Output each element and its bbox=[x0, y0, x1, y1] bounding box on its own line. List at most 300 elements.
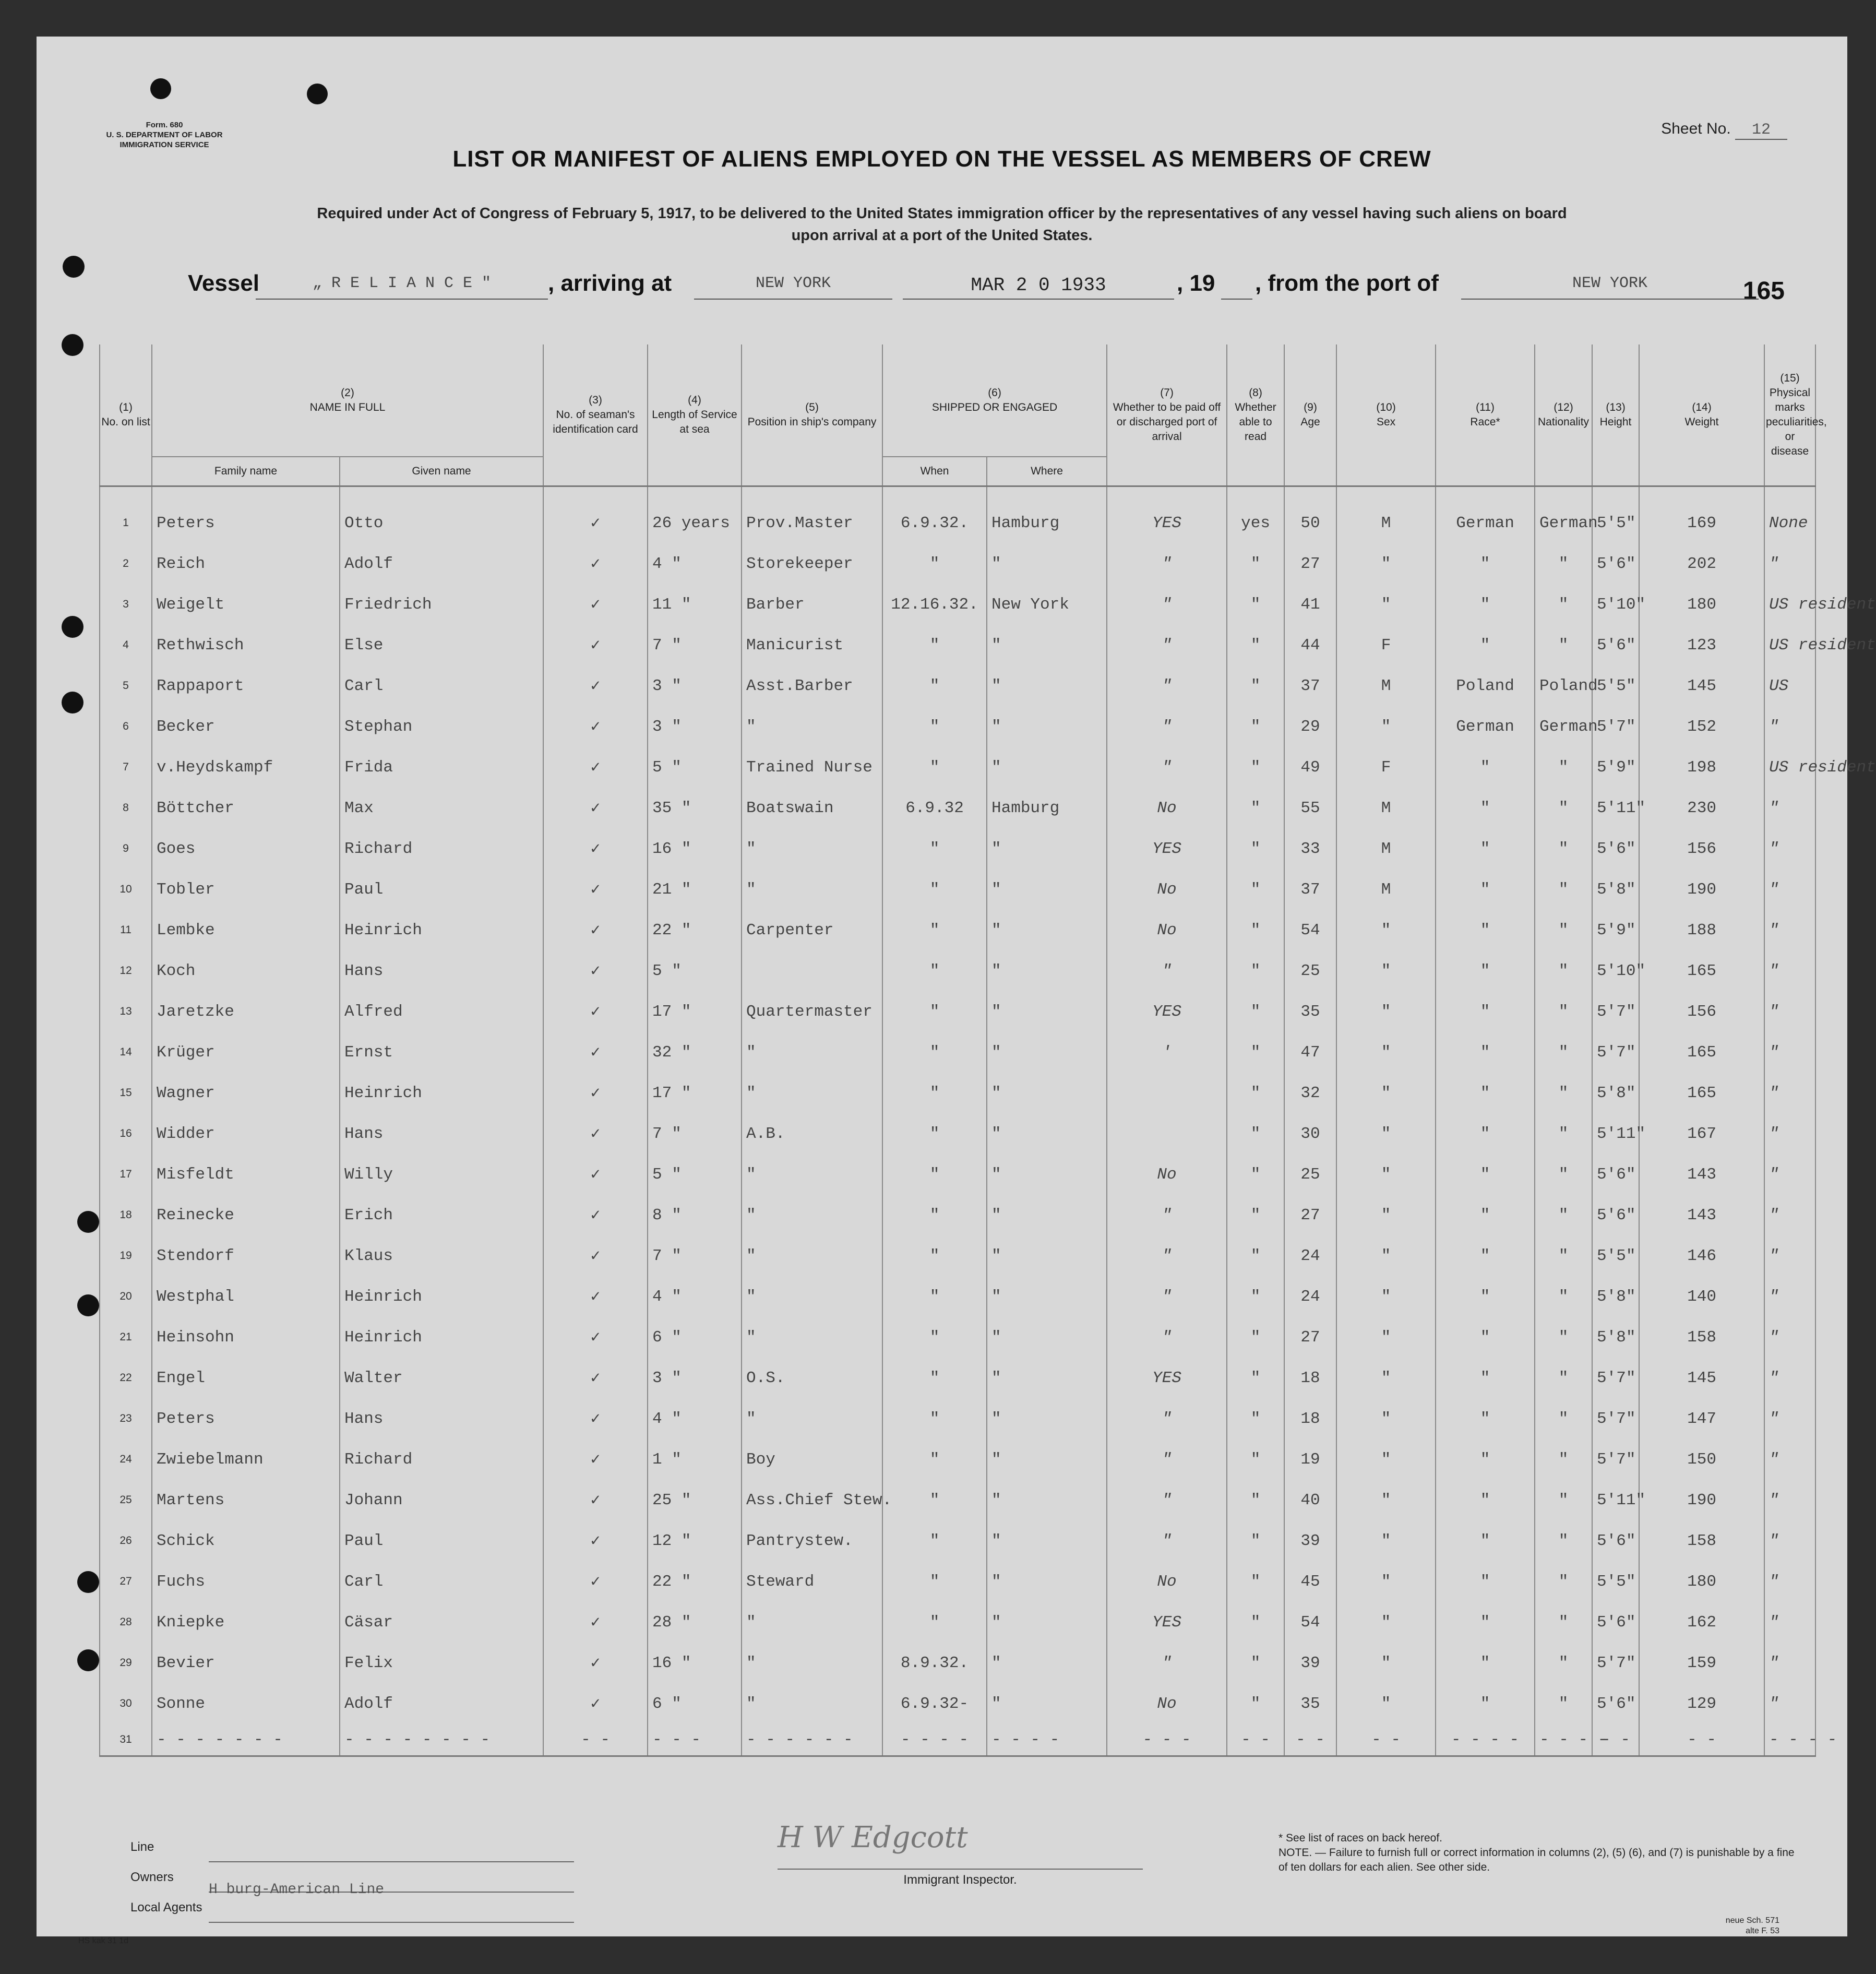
id-card-check-cell: ✓ bbox=[543, 1154, 648, 1195]
physical-marks-cell: " bbox=[1764, 1602, 1815, 1643]
given-name-cell: Friedrich bbox=[340, 584, 543, 625]
age-cell: 27 bbox=[1284, 1195, 1336, 1235]
position-cell: Boy bbox=[742, 1439, 882, 1480]
nationality-cell: " bbox=[1535, 1480, 1592, 1520]
physical-marks-cell: US bbox=[1764, 665, 1815, 706]
sex-cell: " bbox=[1336, 706, 1436, 747]
sex-cell: " bbox=[1336, 910, 1436, 950]
position-cell: - - - - - - bbox=[742, 1724, 882, 1756]
physical-marks-cell: " bbox=[1764, 1398, 1815, 1439]
paid-off-cell: YES bbox=[1107, 1602, 1227, 1643]
footer-line-field: Line bbox=[130, 1832, 574, 1862]
family-name-cell: Rappaport bbox=[152, 665, 340, 706]
age-cell: - - bbox=[1284, 1724, 1336, 1756]
given-name-cell: Adolf bbox=[340, 543, 543, 584]
id-card-check-cell: ✓ bbox=[543, 828, 648, 869]
race-cell: " bbox=[1436, 991, 1535, 1032]
paid-off-cell: YES bbox=[1107, 486, 1227, 544]
position-cell: Barber bbox=[742, 584, 882, 625]
form-number: Form. 680 bbox=[146, 121, 183, 129]
service-length-cell: 17 " bbox=[648, 1073, 742, 1113]
table-row bbox=[100, 1602, 1815, 1643]
paid-off-cell: No bbox=[1107, 910, 1227, 950]
paid-off-cell: No bbox=[1107, 869, 1227, 910]
table-row bbox=[100, 1724, 1815, 1756]
position-cell: Ass.Chief Stew. bbox=[742, 1480, 882, 1520]
paid-off-cell: YES bbox=[1107, 828, 1227, 869]
physical-marks-cell: " bbox=[1764, 1195, 1815, 1235]
service-length-cell: 6 " bbox=[648, 1317, 742, 1358]
weight-cell: 167 bbox=[1639, 1113, 1764, 1154]
shipped-when-cell: " bbox=[882, 1561, 987, 1602]
race-cell: " bbox=[1436, 625, 1535, 665]
sex-cell: " bbox=[1336, 1032, 1436, 1073]
paid-off-cell: No bbox=[1107, 1154, 1227, 1195]
race-cell: " bbox=[1436, 828, 1535, 869]
weight-cell: 143 bbox=[1639, 1195, 1764, 1235]
vessel-label: Vessel bbox=[188, 270, 260, 296]
height-cell: 5'11" bbox=[1592, 1480, 1639, 1520]
given-name-cell: Hans bbox=[340, 1398, 543, 1439]
able-to-read-cell: " bbox=[1227, 991, 1284, 1032]
punch-hole bbox=[77, 1294, 99, 1316]
race-cell: " bbox=[1436, 788, 1535, 828]
position-cell: Prov.Master bbox=[742, 486, 882, 544]
id-card-check-cell: ✓ bbox=[543, 1317, 648, 1358]
given-name-cell: Otto bbox=[340, 486, 543, 544]
sex-cell: " bbox=[1336, 1683, 1436, 1724]
able-to-read-cell: " bbox=[1227, 1683, 1284, 1724]
header-id-card: (3) No. of seaman's identification card bbox=[543, 344, 648, 486]
height-cell: 5'6" bbox=[1592, 1520, 1639, 1561]
manifest-rows bbox=[100, 486, 1876, 1756]
position-cell: " bbox=[742, 706, 882, 747]
nationality-cell: " bbox=[1535, 950, 1592, 991]
id-card-check-cell: ✓ bbox=[543, 1195, 648, 1235]
table-row bbox=[100, 584, 1815, 625]
header-when: When bbox=[882, 457, 987, 486]
height-cell: 5'7" bbox=[1592, 1358, 1639, 1398]
shipped-when-cell: " bbox=[882, 1113, 987, 1154]
shipped-when-cell: " bbox=[882, 665, 987, 706]
height-cell: 5'8" bbox=[1592, 1073, 1639, 1113]
shipped-where-cell: " bbox=[987, 1683, 1107, 1724]
family-name-cell: Schick bbox=[152, 1520, 340, 1561]
paid-off-cell: YES bbox=[1107, 1358, 1227, 1398]
service-length-cell: 4 " bbox=[648, 543, 742, 584]
weight-cell: 165 bbox=[1639, 1032, 1764, 1073]
family-name-cell: Bevier bbox=[152, 1643, 340, 1683]
able-to-read-cell: " bbox=[1227, 1032, 1284, 1073]
page-subtitle bbox=[193, 203, 1691, 246]
weight-cell: 152 bbox=[1639, 706, 1764, 747]
given-name-cell: Heinrich bbox=[340, 1276, 543, 1317]
height-cell: 5'6" bbox=[1592, 1195, 1639, 1235]
row-number-cell: 2 bbox=[100, 543, 152, 584]
given-name-cell: Carl bbox=[340, 1561, 543, 1602]
service-length-cell: 3 " bbox=[648, 706, 742, 747]
id-card-check-cell: ✓ bbox=[543, 910, 648, 950]
races-note: * See list of races on back hereof. bbox=[1278, 1832, 1443, 1844]
given-name-cell: Richard bbox=[340, 828, 543, 869]
department-name: U. S. DEPARTMENT OF LABOR bbox=[106, 130, 223, 139]
weight-cell: 230 bbox=[1639, 788, 1764, 828]
physical-marks-cell: " bbox=[1764, 1073, 1815, 1113]
height-cell: 5'5" bbox=[1592, 486, 1639, 544]
family-name-cell: Zwiebelmann bbox=[152, 1439, 340, 1480]
position-cell: Boatswain bbox=[742, 788, 882, 828]
position-cell: " bbox=[742, 1317, 882, 1358]
footnote bbox=[1278, 1831, 1800, 1875]
physical-marks-cell: " bbox=[1764, 706, 1815, 747]
shipped-when-cell: " bbox=[882, 1154, 987, 1195]
header-marks: (15) Physical marks peculiarities, or disease bbox=[1764, 344, 1815, 486]
given-name-cell: Else bbox=[340, 625, 543, 665]
able-to-read-cell: " bbox=[1227, 706, 1284, 747]
nationality-cell: " bbox=[1535, 869, 1592, 910]
nationality-cell: " bbox=[1535, 1195, 1592, 1235]
age-cell: 24 bbox=[1284, 1235, 1336, 1276]
physical-marks-cell: " bbox=[1764, 1154, 1815, 1195]
weight-cell: 156 bbox=[1639, 991, 1764, 1032]
able-to-read-cell: yes bbox=[1227, 486, 1284, 544]
race-cell: " bbox=[1436, 869, 1535, 910]
service-length-cell: 22 " bbox=[648, 910, 742, 950]
sex-cell: M bbox=[1336, 869, 1436, 910]
table-row bbox=[100, 665, 1815, 706]
age-cell: 35 bbox=[1284, 991, 1336, 1032]
shipped-when-cell: 6.9.32. bbox=[882, 486, 987, 544]
shipped-when-cell: " bbox=[882, 1073, 987, 1113]
shipped-where-cell: " bbox=[987, 869, 1107, 910]
physical-marks-cell: US resident bbox=[1764, 625, 1815, 665]
inspector-signature: H W Edgcott bbox=[778, 1821, 968, 1854]
height-cell: 5'7" bbox=[1592, 706, 1639, 747]
nationality-cell: " bbox=[1535, 1683, 1592, 1724]
race-cell: Poland bbox=[1436, 665, 1535, 706]
given-name-cell: Stephan bbox=[340, 706, 543, 747]
age-cell: 24 bbox=[1284, 1276, 1336, 1317]
subtitle-line-1: Required under Act of Congress of February 5, 1917, to be delivered to the United States immigration officer by the representatives of any vessel having such aliens on board bbox=[317, 205, 1567, 222]
age-cell: 54 bbox=[1284, 1602, 1336, 1643]
table-row bbox=[100, 747, 1815, 788]
age-cell: 54 bbox=[1284, 910, 1336, 950]
race-cell: " bbox=[1436, 950, 1535, 991]
sex-cell: " bbox=[1336, 1480, 1436, 1520]
row-number-cell: 7 bbox=[100, 747, 152, 788]
family-name-cell: Koch bbox=[152, 950, 340, 991]
family-name-cell: Westphal bbox=[152, 1276, 340, 1317]
able-to-read-cell: " bbox=[1227, 1195, 1284, 1235]
physical-marks-cell: None bbox=[1764, 486, 1815, 544]
nationality-cell: " bbox=[1535, 1643, 1592, 1683]
family-name-cell: v.Heydskampf bbox=[152, 747, 340, 788]
header-sex: (10) Sex bbox=[1336, 344, 1436, 486]
able-to-read-cell: " bbox=[1227, 1439, 1284, 1480]
family-name-cell: Reich bbox=[152, 543, 340, 584]
nationality-cell: " bbox=[1535, 1398, 1592, 1439]
row-number-cell: 19 bbox=[100, 1235, 152, 1276]
paid-off-cell: No bbox=[1107, 788, 1227, 828]
height-cell: 5'6" bbox=[1592, 1602, 1639, 1643]
age-cell: 37 bbox=[1284, 665, 1336, 706]
header-no: (1) No. on list bbox=[100, 344, 152, 486]
service-length-cell: 16 " bbox=[648, 1643, 742, 1683]
shipped-where-cell: " bbox=[987, 1154, 1107, 1195]
sex-cell: " bbox=[1336, 991, 1436, 1032]
sex-cell: " bbox=[1336, 1154, 1436, 1195]
paid-off-cell: " bbox=[1107, 543, 1227, 584]
weight-cell: 165 bbox=[1639, 950, 1764, 991]
sex-cell: F bbox=[1336, 747, 1436, 788]
nationality-cell: " bbox=[1535, 1032, 1592, 1073]
position-cell: Carpenter bbox=[742, 910, 882, 950]
paid-off-cell: YES bbox=[1107, 991, 1227, 1032]
nationality-cell: " bbox=[1535, 1602, 1592, 1643]
age-cell: 39 bbox=[1284, 1520, 1336, 1561]
shipped-where-cell: " bbox=[987, 1032, 1107, 1073]
paid-off-cell: " bbox=[1107, 1480, 1227, 1520]
table-row bbox=[100, 625, 1815, 665]
shipped-when-cell: " bbox=[882, 1439, 987, 1480]
family-name-cell: - - - - - - - bbox=[152, 1724, 340, 1756]
service-length-cell: 1 " bbox=[648, 1439, 742, 1480]
age-cell: 19 bbox=[1284, 1439, 1336, 1480]
service-length-cell: 6 " bbox=[648, 1683, 742, 1724]
sheet-number-label: Sheet No. bbox=[1661, 120, 1731, 137]
weight-cell: 162 bbox=[1639, 1602, 1764, 1643]
given-name-cell: Hans bbox=[340, 950, 543, 991]
age-cell: 47 bbox=[1284, 1032, 1336, 1073]
id-card-check-cell: ✓ bbox=[543, 788, 648, 828]
physical-marks-cell: " bbox=[1764, 1276, 1815, 1317]
header-height: (13) Height bbox=[1592, 344, 1639, 486]
height-cell: 5'9" bbox=[1592, 910, 1639, 950]
able-to-read-cell: " bbox=[1227, 1235, 1284, 1276]
physical-marks-cell: " bbox=[1764, 1317, 1815, 1358]
page-title: LIST OR MANIFEST OF ALIENS EMPLOYED ON THE VESSEL AS MEMBERS OF CREW bbox=[452, 146, 1431, 172]
service-length-cell: 5 " bbox=[648, 1154, 742, 1195]
age-cell: 32 bbox=[1284, 1073, 1336, 1113]
header-family-name: Family name bbox=[152, 457, 340, 486]
race-cell: " bbox=[1436, 910, 1535, 950]
shipped-when-cell: " bbox=[882, 950, 987, 991]
height-cell: 5'6" bbox=[1592, 543, 1639, 584]
table-row bbox=[100, 1235, 1815, 1276]
nationality-cell: " bbox=[1535, 828, 1592, 869]
weight-cell: 143 bbox=[1639, 1154, 1764, 1195]
table-row bbox=[100, 1643, 1815, 1683]
physical-marks-cell: " bbox=[1764, 910, 1815, 950]
race-cell: " bbox=[1436, 747, 1535, 788]
family-name-cell: Kniepke bbox=[152, 1602, 340, 1643]
position-cell: Trained Nurse bbox=[742, 747, 882, 788]
nationality-cell: " bbox=[1535, 1439, 1592, 1480]
physical-marks-cell: " bbox=[1764, 991, 1815, 1032]
race-cell: " bbox=[1436, 1154, 1535, 1195]
id-card-check-cell: ✓ bbox=[543, 1398, 648, 1439]
print-code-left: HS kak 31 1d bbox=[78, 1936, 129, 1945]
race-cell: " bbox=[1436, 1439, 1535, 1480]
from-port: NEW YORK bbox=[1461, 275, 1759, 300]
height-cell: 5'8" bbox=[1592, 1317, 1639, 1358]
able-to-read-cell: " bbox=[1227, 747, 1284, 788]
shipped-where-cell: " bbox=[987, 828, 1107, 869]
height-cell: 5'6" bbox=[1592, 625, 1639, 665]
physical-marks-cell: " bbox=[1764, 828, 1815, 869]
physical-marks-cell: - - - - bbox=[1764, 1724, 1815, 1756]
shipped-when-cell: " bbox=[882, 991, 987, 1032]
print-code-right: neue Sch. 571 alte F. 53 bbox=[1725, 1916, 1779, 1935]
able-to-read-cell: " bbox=[1227, 950, 1284, 991]
physical-marks-cell: " bbox=[1764, 869, 1815, 910]
weight-cell: 158 bbox=[1639, 1317, 1764, 1358]
table-row bbox=[100, 1154, 1815, 1195]
service-length-cell: 26 years bbox=[648, 486, 742, 544]
family-name-cell: Goes bbox=[152, 828, 340, 869]
race-cell: " bbox=[1436, 1602, 1535, 1643]
height-cell: - - bbox=[1592, 1724, 1639, 1756]
paid-off-cell: " bbox=[1107, 1439, 1227, 1480]
able-to-read-cell: " bbox=[1227, 1398, 1284, 1439]
family-name-cell: Reinecke bbox=[152, 1195, 340, 1235]
id-card-check-cell: ✓ bbox=[543, 1113, 648, 1154]
shipped-when-cell: " bbox=[882, 910, 987, 950]
sex-cell: - - bbox=[1336, 1724, 1436, 1756]
sex-cell: " bbox=[1336, 950, 1436, 991]
year-value bbox=[1221, 275, 1252, 300]
row-number-cell: 6 bbox=[100, 706, 152, 747]
vessel-info-line bbox=[151, 270, 1821, 302]
service-length-cell: 3 " bbox=[648, 1358, 742, 1398]
table-row bbox=[100, 1520, 1815, 1561]
height-cell: 5'10" bbox=[1592, 584, 1639, 625]
row-number-cell: 23 bbox=[100, 1398, 152, 1439]
position-cell bbox=[742, 950, 882, 991]
able-to-read-cell: " bbox=[1227, 910, 1284, 950]
paid-off-cell: " bbox=[1107, 706, 1227, 747]
header-weight: (14) Weight bbox=[1639, 344, 1764, 486]
nationality-cell: " bbox=[1535, 1154, 1592, 1195]
age-cell: 18 bbox=[1284, 1398, 1336, 1439]
race-cell: " bbox=[1436, 1683, 1535, 1724]
row-number-cell: 1 bbox=[100, 486, 152, 544]
header-race: (11) Race* bbox=[1436, 344, 1535, 486]
id-card-check-cell: ✓ bbox=[543, 1602, 648, 1643]
service-length-cell: 4 " bbox=[648, 1398, 742, 1439]
family-name-cell: Tobler bbox=[152, 869, 340, 910]
weight-cell: 145 bbox=[1639, 1358, 1764, 1398]
position-cell: " bbox=[742, 1032, 882, 1073]
footer-agents-field: Local Agents bbox=[130, 1893, 574, 1923]
row-number-cell: 13 bbox=[100, 991, 152, 1032]
subtitle-line-2: upon arrival at a port of the United States. bbox=[791, 227, 1093, 244]
id-card-check-cell: - - bbox=[543, 1724, 648, 1756]
family-name-cell: Becker bbox=[152, 706, 340, 747]
sex-cell: " bbox=[1336, 1520, 1436, 1561]
sex-cell: " bbox=[1336, 1602, 1436, 1643]
service-length-cell: 5 " bbox=[648, 950, 742, 991]
able-to-read-cell: " bbox=[1227, 869, 1284, 910]
sex-cell: " bbox=[1336, 1317, 1436, 1358]
paid-off-cell: " bbox=[1107, 1317, 1227, 1358]
header-nationality: (12) Nationality bbox=[1535, 344, 1592, 486]
service-name: IMMIGRATION SERVICE bbox=[120, 140, 209, 149]
paid-off-cell: - - - bbox=[1107, 1724, 1227, 1756]
race-cell: " bbox=[1436, 543, 1535, 584]
weight-cell: 146 bbox=[1639, 1235, 1764, 1276]
nationality-cell: " bbox=[1535, 747, 1592, 788]
shipped-where-cell: " bbox=[987, 747, 1107, 788]
age-cell: 18 bbox=[1284, 1358, 1336, 1398]
race-cell: German bbox=[1436, 706, 1535, 747]
sex-cell: " bbox=[1336, 1113, 1436, 1154]
shipped-when-cell: " bbox=[882, 706, 987, 747]
race-cell: " bbox=[1436, 1195, 1535, 1235]
sex-cell: M bbox=[1336, 486, 1436, 544]
race-cell: " bbox=[1436, 1480, 1535, 1520]
given-name-cell: Paul bbox=[340, 1520, 543, 1561]
age-cell: 35 bbox=[1284, 1683, 1336, 1724]
row-number-cell: 22 bbox=[100, 1358, 152, 1398]
punch-hole bbox=[62, 334, 83, 356]
id-card-check-cell: ✓ bbox=[543, 706, 648, 747]
able-to-read-cell: - - bbox=[1227, 1724, 1284, 1756]
row-number-cell: 29 bbox=[100, 1643, 152, 1683]
row-number-cell: 5 bbox=[100, 665, 152, 706]
able-to-read-cell: " bbox=[1227, 1113, 1284, 1154]
physical-marks-cell: " bbox=[1764, 1113, 1815, 1154]
paid-off-cell: No bbox=[1107, 1683, 1227, 1724]
position-cell: Manicurist bbox=[742, 625, 882, 665]
shipped-where-cell: " bbox=[987, 625, 1107, 665]
shipped-where-cell: " bbox=[987, 1317, 1107, 1358]
table-row bbox=[100, 1439, 1815, 1480]
physical-marks-cell: " bbox=[1764, 1032, 1815, 1073]
row-number-cell: 18 bbox=[100, 1195, 152, 1235]
weight-cell: 190 bbox=[1639, 1480, 1764, 1520]
height-cell: 5'6" bbox=[1592, 1683, 1639, 1724]
paid-off-cell bbox=[1107, 1113, 1227, 1154]
table-row bbox=[100, 788, 1815, 828]
age-cell: 45 bbox=[1284, 1561, 1336, 1602]
id-card-check-cell: ✓ bbox=[543, 665, 648, 706]
able-to-read-cell: " bbox=[1227, 828, 1284, 869]
weight-cell: 147 bbox=[1639, 1398, 1764, 1439]
table-row bbox=[100, 1032, 1815, 1073]
id-card-check-cell: ✓ bbox=[543, 950, 648, 991]
given-name-cell: Willy bbox=[340, 1154, 543, 1195]
given-name-cell: Alfred bbox=[340, 991, 543, 1032]
family-name-cell: Böttcher bbox=[152, 788, 340, 828]
nationality-cell: " bbox=[1535, 625, 1592, 665]
service-length-cell: 35 " bbox=[648, 788, 742, 828]
family-name-cell: Rethwisch bbox=[152, 625, 340, 665]
id-card-check-cell: ✓ bbox=[543, 486, 648, 544]
weight-cell: 202 bbox=[1639, 543, 1764, 584]
able-to-read-cell: " bbox=[1227, 1520, 1284, 1561]
family-name-cell: Peters bbox=[152, 1398, 340, 1439]
service-length-cell: 12 " bbox=[648, 1520, 742, 1561]
row-number-cell: 15 bbox=[100, 1073, 152, 1113]
able-to-read-cell: " bbox=[1227, 788, 1284, 828]
height-cell: 5'8" bbox=[1592, 1276, 1639, 1317]
inspector-label: Immigrant Inspector. bbox=[778, 1869, 1143, 1887]
service-length-cell: 5 " bbox=[648, 747, 742, 788]
service-length-cell: 16 " bbox=[648, 828, 742, 869]
physical-marks-cell: " bbox=[1764, 1358, 1815, 1398]
physical-marks-cell: " bbox=[1764, 1480, 1815, 1520]
